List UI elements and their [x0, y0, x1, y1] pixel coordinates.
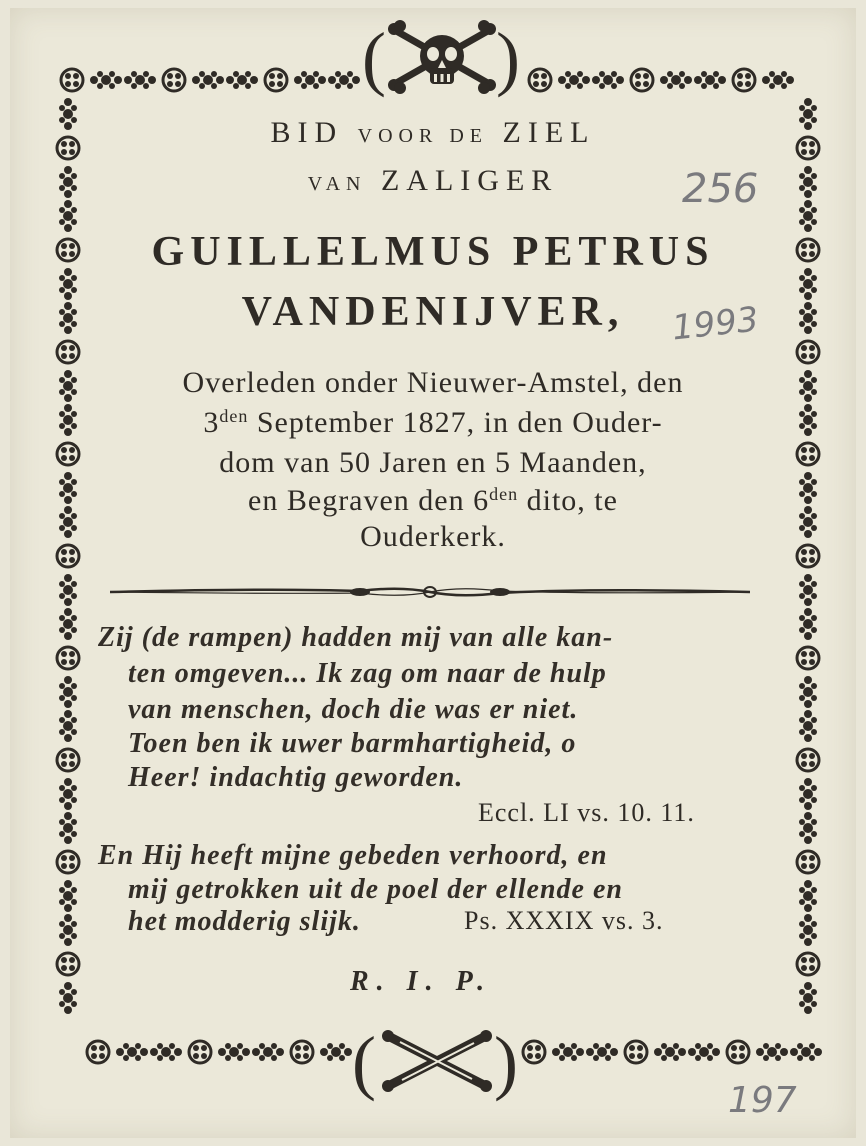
- border-fleuron: [592, 71, 624, 89]
- border-rosette: [797, 851, 819, 873]
- border-fleuron: [226, 71, 258, 89]
- heading-word-ziel: ZIEL: [502, 116, 596, 149]
- border-fleuron: [660, 71, 692, 89]
- border-fleuron: [59, 676, 77, 708]
- border-fleuron: [799, 608, 817, 640]
- svg-text:): ): [496, 18, 520, 98]
- border-fleuron: [799, 676, 817, 708]
- border-fleuron: [688, 1043, 720, 1061]
- obituary-line-3: dom van 50 Jaren en 5 Maanden,: [219, 446, 647, 479]
- deceased-name-line-2: VANDENIJVER,: [241, 289, 625, 335]
- border-rosette: [57, 953, 79, 975]
- border-rosette: [797, 647, 819, 669]
- border-fleuron: [799, 880, 817, 912]
- border-fleuron: [59, 574, 77, 606]
- crossed-bones-icon: [352, 1022, 522, 1102]
- border-fleuron: [320, 1043, 352, 1061]
- border-fleuron: [59, 812, 77, 844]
- obituary-line-1: Overleden onder Nieuwer-Amstel, den: [182, 366, 684, 399]
- obituary-line-4: [0, 484, 866, 518]
- border-fleuron: [116, 1043, 148, 1061]
- svg-text:(: (: [352, 1022, 376, 1102]
- verse-1-reference: Eccl. LI vs. 10. 11.: [478, 798, 695, 827]
- border-fleuron: [192, 71, 224, 89]
- heading-word-van: VAN: [307, 173, 367, 195]
- border-fleuron: [790, 1043, 822, 1061]
- handwritten-number-256: 256: [682, 166, 759, 212]
- obituary-line-4-rest: dito, te: [518, 484, 618, 517]
- verse-1-line-4: Toen ben ik uwer barmhartigheid, o: [128, 728, 577, 759]
- heading-word-zaliger: ZALIGER: [380, 164, 559, 197]
- border-fleuron: [799, 812, 817, 844]
- border-fleuron: [799, 574, 817, 606]
- svg-text:(: (: [362, 18, 386, 98]
- border-rosette: [625, 1041, 647, 1063]
- verse-1-line-1: Zij (de rampen) hadden mij van alle kan-: [98, 622, 614, 653]
- border-rosette: [727, 1041, 749, 1063]
- border-rosette: [797, 953, 819, 975]
- border-rosette: [57, 647, 79, 669]
- border-rosette: [291, 1041, 313, 1063]
- death-day: 3: [203, 406, 220, 439]
- border-rosette: [265, 69, 287, 91]
- border-rosette: [733, 69, 755, 91]
- border-fleuron: [558, 71, 590, 89]
- border-fleuron: [552, 1043, 584, 1061]
- border-fleuron: [328, 71, 360, 89]
- border-fleuron: [799, 778, 817, 810]
- border-rosette: [797, 749, 819, 771]
- border-rosette: [87, 1041, 109, 1063]
- heading-line-1: [0, 116, 866, 150]
- border-fleuron: [799, 982, 817, 1014]
- border-fleuron: [59, 608, 77, 640]
- border-rosette: [163, 69, 185, 91]
- border-fleuron: [59, 880, 77, 912]
- border-fleuron: [586, 1043, 618, 1061]
- border-rosette: [57, 851, 79, 873]
- obituary-line-2-rest: September 1827, in den Ouder-: [248, 406, 663, 439]
- border-rosette: [631, 69, 653, 91]
- border-fleuron: [90, 71, 122, 89]
- rip-closing: R. I. P.: [350, 966, 493, 997]
- heading-words-voor-de: VOOR DE: [357, 125, 489, 147]
- border-fleuron: [59, 710, 77, 742]
- obituary-line-5: Ouderkerk.: [360, 520, 506, 553]
- heading-word-bid: BID: [270, 116, 344, 149]
- border-fleuron: [59, 914, 77, 946]
- border-rosette: [523, 1041, 545, 1063]
- border-fleuron: [654, 1043, 686, 1061]
- border-fleuron: [124, 71, 156, 89]
- border-fleuron: [762, 71, 794, 89]
- skull-and-crossbones-icon: [362, 18, 522, 100]
- border-rosette: [797, 341, 819, 363]
- border-fleuron: [252, 1043, 284, 1061]
- border-fleuron: [59, 982, 77, 1014]
- border-fleuron: [799, 710, 817, 742]
- border-fleuron: [218, 1043, 250, 1061]
- verse-2-line-2: mij getrokken uit de poel der ellende en: [128, 874, 623, 905]
- border-rosette: [57, 341, 79, 363]
- border-fleuron: [756, 1043, 788, 1061]
- border-fleuron: [150, 1043, 182, 1061]
- burial-text: en Begraven den 6: [248, 484, 490, 517]
- verse-1-line-3: van menschen, doch die was er niet.: [128, 694, 579, 725]
- border-rosette: [57, 749, 79, 771]
- decorative-divider: [110, 582, 750, 602]
- deceased-name-line-1: GUILLELMUS PETRUS: [151, 229, 715, 275]
- border-fleuron: [799, 914, 817, 946]
- border-fleuron: [294, 71, 326, 89]
- obituary-line-2: [0, 406, 866, 440]
- handwritten-number-1993: 1993: [670, 299, 761, 349]
- verse-2-line-3: het modderig slijk.: [128, 906, 361, 937]
- border-fleuron: [59, 778, 77, 810]
- verse-2-reference: Ps. XXXIX vs. 3.: [464, 906, 664, 935]
- verse-1-line-2: ten omgeven... Ik zag om naar de hulp: [128, 658, 607, 689]
- verse-2-line-1: En Hij heeft mijne gebeden verhoord, en: [98, 840, 608, 871]
- handwritten-number-197: 197: [728, 1080, 797, 1121]
- border-rosette: [189, 1041, 211, 1063]
- border-rosette: [61, 69, 83, 91]
- border-fleuron: [694, 71, 726, 89]
- burial-day-suffix: den: [489, 484, 519, 504]
- border-rosette: [529, 69, 551, 91]
- svg-text:): ): [494, 1022, 518, 1102]
- death-day-suffix: den: [219, 406, 249, 426]
- verse-1-line-5: Heer! indachtig geworden.: [128, 762, 464, 793]
